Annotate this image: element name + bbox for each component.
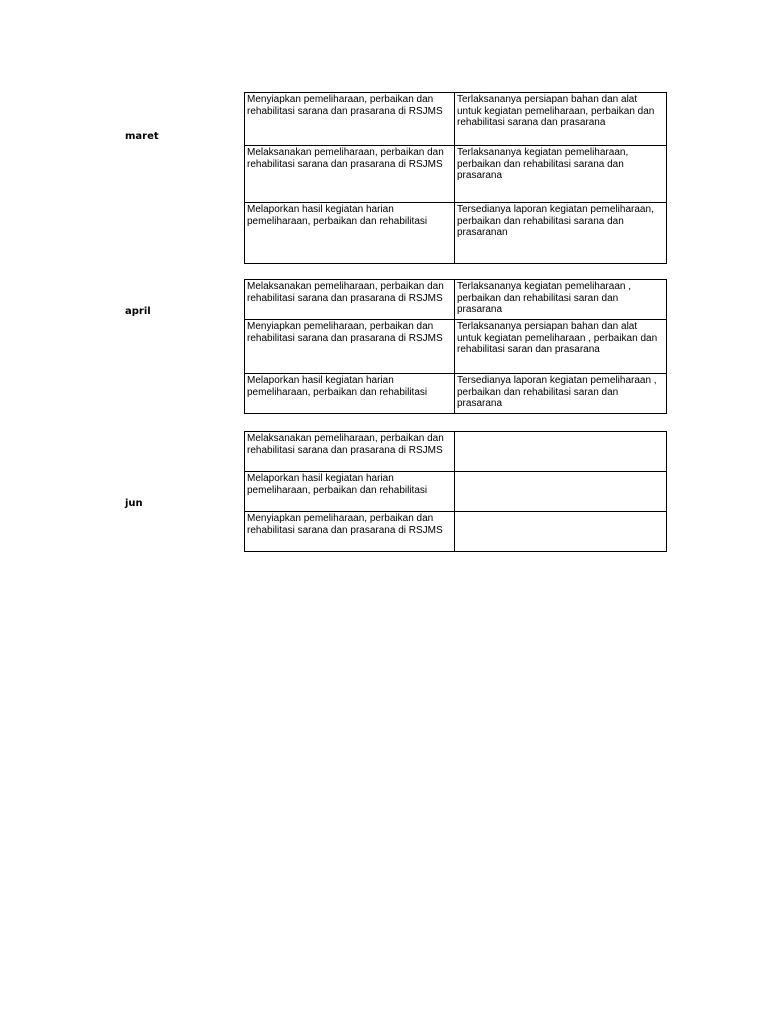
activity-cell: Melaporkan hasil kegiatan harian pemeliharaan, perbaikan dan rehabilitasi <box>245 472 455 512</box>
output-cell: Terlaksananya persiapan bahan dan alat untuk kegiatan pemeliharaan, perbaikan dan rehabilitasi sarana dan prasarana <box>455 93 667 146</box>
output-cell <box>455 432 667 472</box>
activity-table-april <box>244 279 667 414</box>
table-row <box>245 93 667 146</box>
month-label-maret: maret <box>125 131 159 142</box>
activity-table-maret <box>244 92 667 264</box>
output-cell: Terlaksananya persiapan bahan dan alat untuk kegiatan pemeliharaan , perbaikan dan rehabilitasi saran dan prasarana <box>455 320 667 374</box>
output-cell: Tersedianya laporan kegiatan pemeliharaan, perbaikan dan rehabilitasi sarana dan prasaranan <box>455 203 667 264</box>
output-cell <box>455 512 667 552</box>
table-row <box>245 146 667 203</box>
activity-cell: Melaksanakan pemeliharaan, perbaikan dan rehabilitasi sarana dan prasarana di RSJMS <box>245 146 455 203</box>
activity-cell: Menyiapkan pemeliharaan, perbaikan dan rehabilitasi sarana dan prasarana di RSJMS <box>245 93 455 146</box>
table-row <box>245 374 667 414</box>
output-cell: Terlaksananya kegiatan pemeliharaan , perbaikan dan rehabilitasi saran dan prasarana <box>455 280 667 320</box>
table-row <box>245 203 667 264</box>
table-row <box>245 320 667 374</box>
activity-cell: Melaporkan hasil kegiatan harian pemeliharaan, perbaikan dan rehabilitasi <box>245 374 455 414</box>
month-label-jun: jun <box>125 498 143 509</box>
activity-table-jun <box>244 431 667 552</box>
activity-cell: Menyiapkan pemeliharaan, perbaikan dan rehabilitasi sarana dan prasarana di RSJMS <box>245 512 455 552</box>
table-row <box>245 472 667 512</box>
output-cell: Tersedianya laporan kegiatan pemeliharaan , perbaikan dan rehabilitasi saran dan prasarana <box>455 374 667 414</box>
table-row <box>245 432 667 472</box>
activity-cell: Melaksanakan pemeliharaan, perbaikan dan rehabilitasi sarana dan prasarana di RSJMS <box>245 432 455 472</box>
output-cell: Terlaksananya kegiatan pemeliharaan, perbaikan dan rehabilitasi sarana dan prasarana <box>455 146 667 203</box>
activity-cell: Melaksanakan pemeliharaan, perbaikan dan rehabilitasi sarana dan prasarana di RSJMS <box>245 280 455 320</box>
activity-cell: Menyiapkan pemeliharaan, perbaikan dan rehabilitasi sarana dan prasarana di RSJMS <box>245 320 455 374</box>
table-row <box>245 280 667 320</box>
table-row <box>245 512 667 552</box>
activity-cell: Melaporkan hasil kegiatan harian pemeliharaan, perbaikan dan rehabilitasi <box>245 203 455 264</box>
month-label-april: april <box>125 306 151 317</box>
output-cell <box>455 472 667 512</box>
